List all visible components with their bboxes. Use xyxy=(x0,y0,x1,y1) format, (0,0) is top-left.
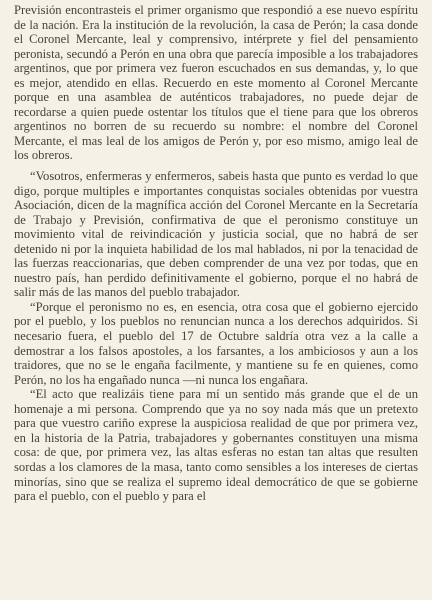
paragraph-peronismo: “Porque el peronismo no es, en esencia, otra cosa que el gobierno ejercido por el pueblo, y los pueblos no renuncian nunca a los derechos adquiridos. Si necesario fuera, el pueblo del 17 de Octubre saldría otra vez a la calle a demostrar a los falsos apostoles, a los farsantes, a los ambiciosos y aun a los traidores, que no se le engaña facilmente, y mantiene su fe en quienes, como Perón, no los ha engañado nunca —ni nunca los engañara. xyxy=(14,299,418,387)
paragraph-acto: “El acto que realizáis tiene para mí un sentido más grande que el de un homenaje a mi persona. Comprendo que ya no soy nada más que un pretexto para que vuestro cariño exprese la auspiciosa realidad de que por primera vez, en la historia de la Patria, trabajadores y gobernantes constituyen una misma cosa: de que, por primera vez, las altas esferas no estan tan altas que resulten sordas a los clamores de la masa, tanto como sensibles a los intereses de ciertas minorías, sino que se realiza el supremo ideal democrático de que se gobierne para el pueblo, con el pueblo y para el xyxy=(14,387,418,504)
paragraph-enfermeras: “Vosotros, enfermeras y enfermeros, sabeis hasta que punto es verdad lo que digo, porque multiples e importantes conquistas sociales obtenidas por vuestra Asociación, dicen de la magnífica acción del Coronel Mercante en la Secretaría de Trabajo y Previsión, confirmativa de que el peronismo constituye un movimiento vital de reivindicación y justicia social, que no habrá de ser detenido ni por la inquieta habilidad de los mal hablados, ni por la tenacidad de las fuerzas reaccionarias, que deben comprender de una vez por todas, que en nuestro país, han perdido definitivamente el gobierno, porque el no habrá de salir más de las manos del pueblo trabajador. xyxy=(14,169,418,300)
paragraph-prevision: Previsión encontrasteis el primer organismo que respondió a ese nuevo espíritu de la nación. Era la institución de la revolución, la casa de Perón; la casa donde el Coronel Mercante, leal y comprensivo, intérprete y fiel del pensamiento peronista, secundó a Perón en una obra que parecía imposible a los trabajadores argentinos, que por primera vez fueron escuchados en sus demandas, y, lo que es mejor, atendido en ellas. Recuerdo en este momento al Coronel Mercante porque en una asamblea de auténticos trabajadores, no puede dejar de recordarse a quien puede ostentar los títulos que el tiene para que los obreros argentinos no borren de su recuerdo su nombre: el nombre del Coronel Mercante, el mas leal de los amigos de Perón y, por eso mismo, amigo leal de los obreros. xyxy=(14,3,418,163)
